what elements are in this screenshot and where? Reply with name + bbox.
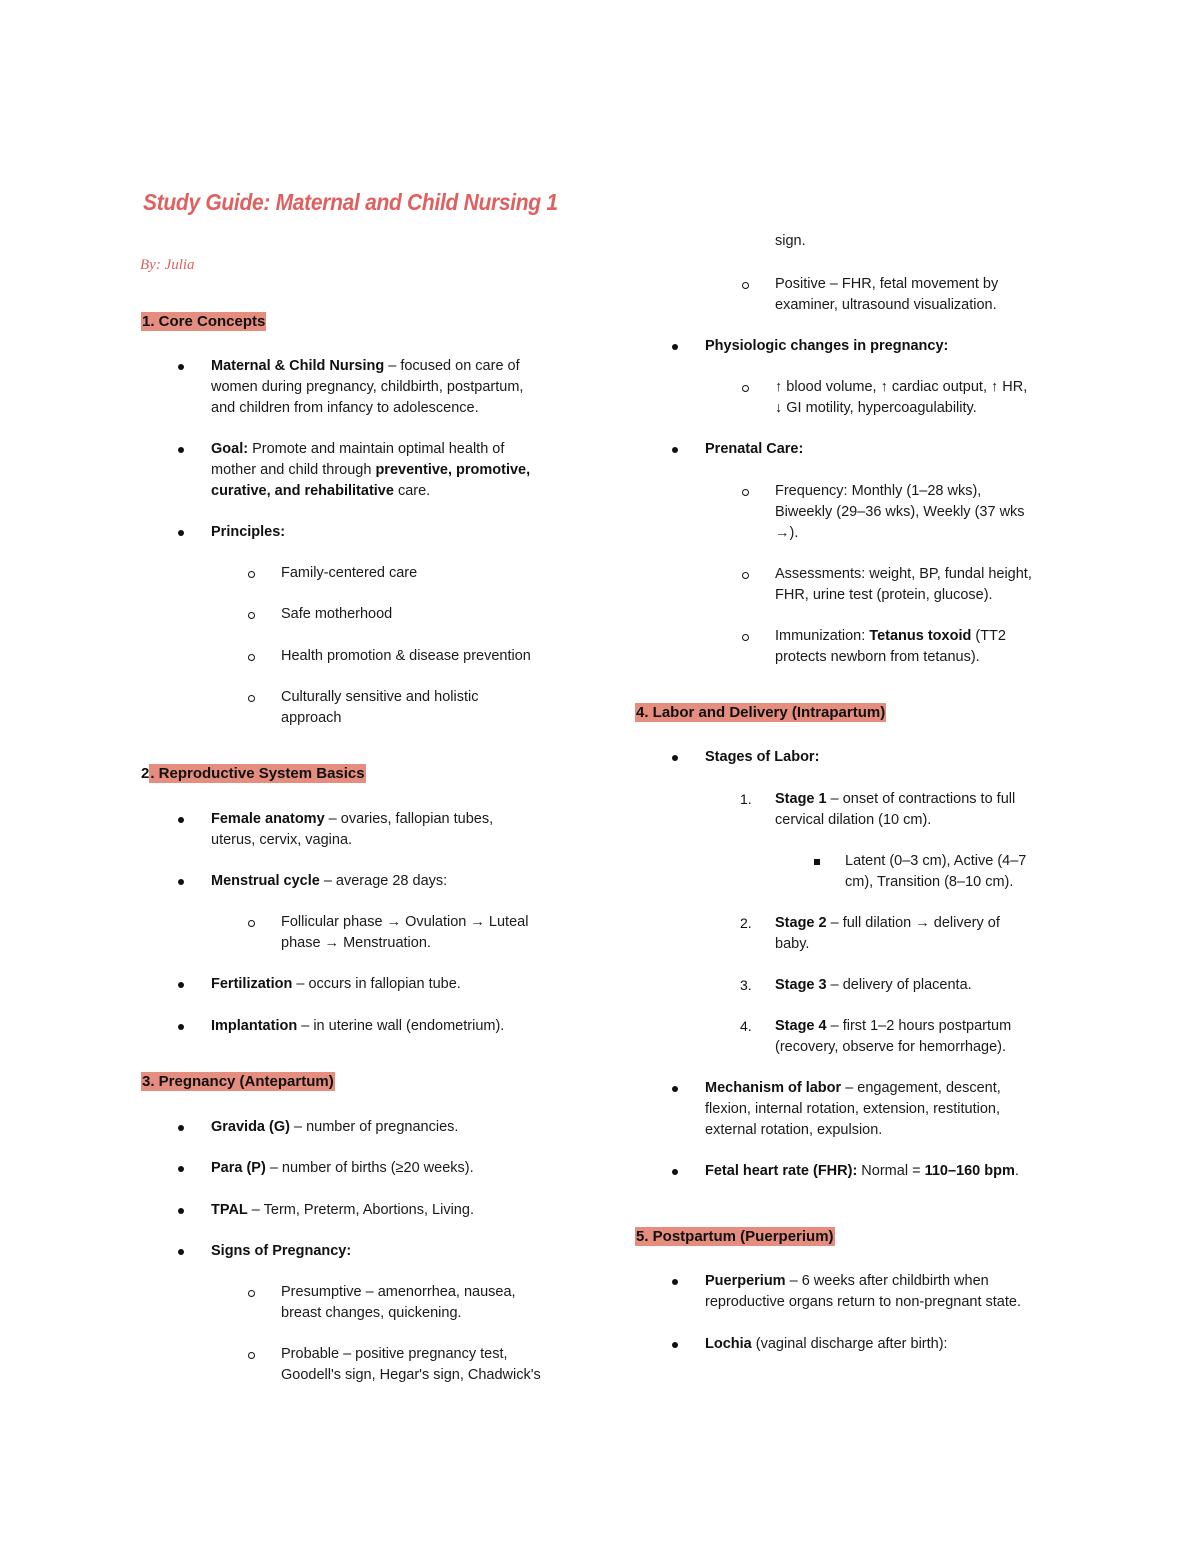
bullet-icon	[178, 1125, 184, 1131]
hollow-bullet-icon	[248, 1290, 255, 1297]
hollow-bullet-icon	[248, 695, 255, 702]
list-item: Presumptive – amenorrhea, nausea, breast changes, quickening.	[281, 1284, 516, 1321]
list-item: Gravida (G) – number of pregnancies.	[211, 1119, 459, 1135]
list-number: 2.	[740, 915, 752, 931]
list-item: Latent (0–3 cm), Active (4–7 cm), Transition (8–10 cm).	[845, 853, 1027, 890]
list-item: Physiologic changes in pregnancy:	[705, 338, 949, 354]
bullet-icon	[672, 1086, 678, 1092]
list-item: Fertilization – occurs in fallopian tube.	[211, 976, 461, 992]
hollow-bullet-icon	[248, 571, 255, 578]
section-heading-pregnancy: 3. Pregnancy (Antepartum)	[142, 1073, 334, 1090]
author-line: By: Julia	[140, 257, 195, 273]
list-item: Safe motherhood	[281, 606, 393, 622]
list-item: Stages of Labor:	[705, 749, 820, 765]
list-item: Stage 4 – first 1–2 hours postpartum (recovery, observe for hemorrhage).	[775, 1018, 1012, 1055]
hollow-bullet-icon	[248, 654, 255, 661]
list-item: Frequency: Monthly (1–28 wks), Biweekly (29–36 wks), Weekly (37 wks →).	[775, 483, 1025, 541]
bullet-icon	[178, 1249, 184, 1255]
list-item: Mechanism of labor – engagement, descent, flexion, internal rotation, extension, restitution, external rotation, expulsion.	[705, 1080, 1001, 1138]
section-heading-postpartum: 5. Postpartum (Puerperium)	[636, 1228, 834, 1245]
hollow-bullet-icon	[248, 612, 255, 619]
list-item: Follicular phase → Ovulation → Luteal phase → Menstruation.	[281, 914, 529, 951]
section-heading-reproductive-system: 2. Reproductive System Basics	[141, 765, 365, 782]
list-item: Signs of Pregnancy:	[211, 1243, 352, 1259]
hollow-bullet-icon	[742, 572, 749, 579]
list-item: Positive – FHR, fetal movement by examiner, ultrasound visualization.	[775, 276, 999, 313]
list-item-continued: sign.	[775, 233, 806, 249]
list-item: Principles:	[211, 524, 286, 540]
bullet-icon	[178, 447, 184, 453]
bullet-icon	[672, 1279, 678, 1285]
list-item: Lochia (vaginal discharge after birth):	[705, 1336, 948, 1352]
square-bullet-icon	[814, 859, 820, 865]
list-number: 4.	[740, 1018, 752, 1034]
section-heading-labor-delivery: 4. Labor and Delivery (Intrapartum)	[636, 704, 886, 721]
section-heading-core-concepts: 1. Core Concepts	[142, 313, 266, 330]
list-item: Menstrual cycle – average 28 days:	[211, 873, 448, 889]
list-number: 1.	[740, 791, 752, 807]
bullet-icon	[672, 1342, 678, 1348]
list-item: Assessments: weight, BP, fundal height, FHR, urine test (protein, glucose).	[775, 566, 1032, 603]
document-title: Study Guide: Maternal and Child Nursing 1	[143, 190, 558, 216]
list-item: Maternal & Child Nursing – focused on care of women during pregnancy, childbirth, postpartum, and children from infancy to adolescence.	[211, 358, 524, 416]
list-item: Stage 3 – delivery of placenta.	[775, 977, 972, 993]
hollow-bullet-icon	[248, 1352, 255, 1359]
list-item: Immunization: Tetanus toxoid (TT2 protects newborn from tetanus).	[775, 628, 1006, 665]
hollow-bullet-icon	[742, 634, 749, 641]
bullet-icon	[672, 1169, 678, 1175]
list-item: Female anatomy – ovaries, fallopian tubes, uterus, cervix, vagina.	[211, 811, 494, 848]
list-item: ↑ blood volume, ↑ cardiac output, ↑ HR, ↓ GI motility, hypercoagulability.	[775, 379, 1028, 416]
bullet-icon	[672, 447, 678, 453]
list-item: Para (P) – number of births (≥20 weeks).	[211, 1160, 474, 1176]
list-item: Probable – positive pregnancy test, Goodell's sign, Hegar's sign, Chadwick's	[281, 1346, 541, 1383]
bullet-icon	[178, 817, 184, 823]
bullet-icon	[178, 364, 184, 370]
bullet-icon	[178, 982, 184, 988]
hollow-bullet-icon	[742, 282, 749, 289]
bullet-icon	[178, 530, 184, 536]
hollow-bullet-icon	[742, 489, 749, 496]
list-item: Stage 1 – onset of contractions to full cervical dilation (10 cm).	[775, 791, 1016, 828]
bullet-icon	[178, 879, 184, 885]
list-number: 3.	[740, 977, 752, 993]
list-item: Fetal heart rate (FHR): Normal = 110–160 bpm.	[705, 1163, 1019, 1179]
list-item: Culturally sensitive and holistic approach	[281, 689, 479, 726]
list-item: TPAL – Term, Preterm, Abortions, Living.	[211, 1202, 474, 1218]
hollow-bullet-icon	[248, 920, 255, 927]
bullet-icon	[672, 755, 678, 761]
list-item: Implantation – in uterine wall (endometrium).	[211, 1018, 505, 1034]
list-item: Stage 2 – full dilation → delivery of baby.	[775, 915, 1000, 952]
list-item: Family-centered care	[281, 565, 418, 581]
bullet-icon	[178, 1208, 184, 1214]
hollow-bullet-icon	[742, 385, 749, 392]
list-item: Prenatal Care:	[705, 441, 804, 457]
bullet-icon	[178, 1166, 184, 1172]
list-item: Goal: Promote and maintain optimal health of mother and child through preventive, promotive, curative, and rehabilitative care.	[211, 441, 531, 499]
bullet-icon	[672, 344, 678, 350]
bullet-icon	[178, 1024, 184, 1030]
list-item: Puerperium – 6 weeks after childbirth when reproductive organs return to non-pregnant state.	[705, 1273, 1021, 1310]
list-item: Health promotion & disease prevention	[281, 648, 531, 664]
